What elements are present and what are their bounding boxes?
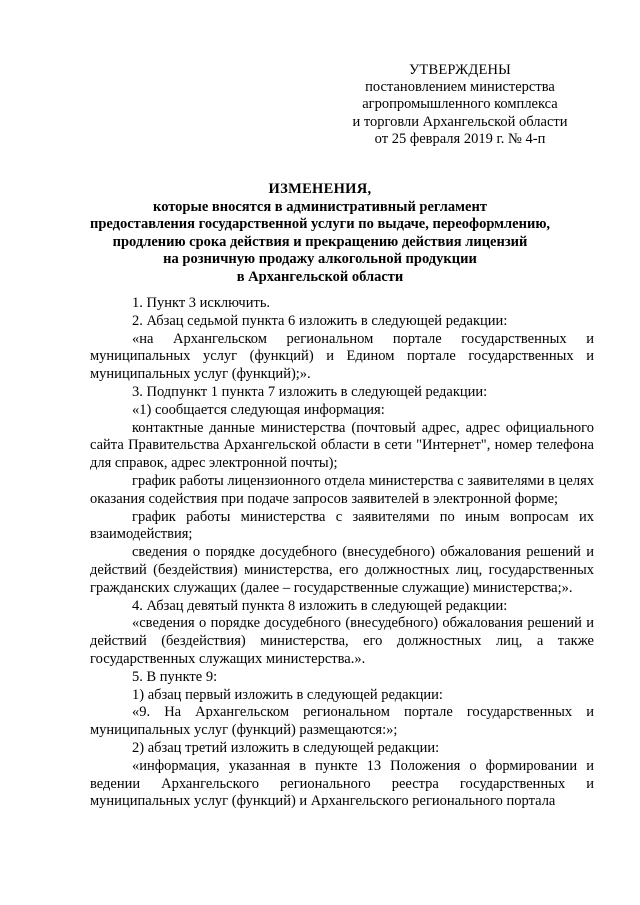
paragraph: контактные данные министерства (почтовый адрес, адрес официального сайта Правительства Архангельской области в сети "Интернет", номер телефона для справок, адрес электронной почты); xyxy=(90,419,594,472)
paragraph: «информация, указанная в пункте 13 Положения о формировании и ведении Архангельского регионального реестра государственных и муниципальных услуг (функций) и Архангельского регионального портала xyxy=(90,757,594,810)
paragraph: график работы министерства с заявителями по иным вопросам их взаимодействия; xyxy=(90,508,594,543)
paragraph: «9. На Архангельском региональном портале государственных и муниципальных услуг (функций) размещаются:»; xyxy=(90,704,594,739)
title-line: предоставления государственной услуги по выдаче, переоформлению, xyxy=(89,216,551,233)
document-body xyxy=(90,295,594,811)
paragraph: 5. В пункте 9: xyxy=(132,668,218,685)
approval-line: постановлением министерства xyxy=(365,79,555,96)
paragraph: 2. Абзац седьмой пункта 6 изложить в следующей редакции: xyxy=(132,312,508,329)
paragraph: сведения о порядке досудебного (внесудебного) обжалования решений и действий (бездействия) министерства, его должностных лиц, государственных гражданских служащих (далее – государственные служащие) министерства;». xyxy=(90,544,594,596)
approval-stamp xyxy=(330,62,590,148)
paragraph: 3. Подпункт 1 пункта 7 изложить в следующей редакции: xyxy=(132,383,488,400)
document-title xyxy=(70,181,570,287)
approval-line: агропромышленного комплекса xyxy=(362,96,558,113)
paragraph: 4. Абзац девятый пункта 8 изложить в следующей редакции: xyxy=(132,597,508,614)
paragraph: «на Архангельском региональном портале государственных и муниципальных услуг (функций) и Едином портале государственных и муниципальных услуг (функций);». xyxy=(90,330,594,383)
title-main: ИЗМЕНЕНИЯ, xyxy=(268,181,372,197)
paragraph: «1) сообщается следующая информация: xyxy=(132,401,385,418)
approval-heading: УТВЕРЖДЕНЫ xyxy=(408,62,512,78)
approval-line: от 25 февраля 2019 г. № 4-п xyxy=(374,130,546,147)
title-line: продлению срока действия и прекращению действия лицензий xyxy=(112,233,528,250)
paragraph: график работы лицензионного отдела министерства с заявителями в целях оказания содействия при подаче запросов заявителей в электронной форме; xyxy=(90,472,594,507)
title-line: в Архангельской области xyxy=(236,268,404,285)
title-line: на розничную продажу алкогольной продукции xyxy=(163,251,477,268)
paragraph: 1. Пункт 3 исключить. xyxy=(132,295,271,311)
paragraph: «сведения о порядке досудебного (внесудебного) обжалования решений и действий (бездействия) министерства, его должностных лиц, а также государственных служащих министерства.». xyxy=(90,615,594,667)
paragraph: 1) абзац первый изложить в следующей редакции: xyxy=(132,686,443,703)
title-line: которые вносятся в административный регламент xyxy=(153,198,487,215)
paragraph: 2) абзац третий изложить в следующей редакции: xyxy=(132,739,440,756)
approval-line: и торговли Архангельской области xyxy=(352,113,568,130)
